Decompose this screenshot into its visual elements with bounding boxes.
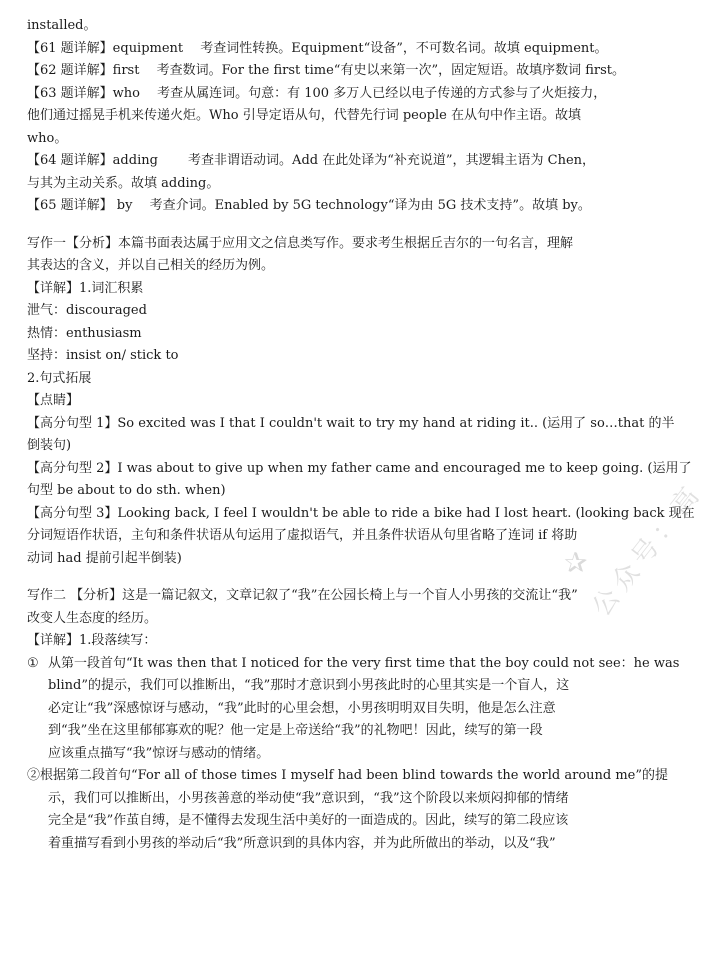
text-line: 【详解】1.段落续写： [27, 633, 157, 648]
text-line: 坚持：insist on/ stick to [27, 348, 179, 363]
text-line: 【高分句型 2】I was about to give up when my father came and encouraged me to keep going. (运用了 [27, 460, 692, 476]
text-line: 写作二 【分析】这是一篇记叙文，文章记叙了“我”在公园长椅上与一个盲人小男孩的交流让“我” [27, 588, 578, 603]
text-line: 倒装句) [27, 438, 72, 453]
text-line: 【详解】1.词汇积累 [27, 280, 144, 296]
item-1-first-line: ① 从第一段首句“It was then that I noticed for the very first time that the boy could not see：he was [27, 653, 669, 676]
text-line: 【点睛】 [27, 393, 80, 408]
text-line: 【高分句型 1】So excited was I that I couldn't wait to try my hand at riding it.. (运用了 so…that 的半 [27, 415, 675, 431]
text-line: 句型 be about to do sth. when) [27, 483, 226, 498]
text-line: 与其为主动关系。故填 adding。 [27, 175, 220, 191]
writing-two-analysis [27, 585, 669, 653]
item-2-first-line: ②根据第二段首句“For all of those times I myself had been blind towards the world around me”的提 [27, 768, 669, 783]
text-line: 【64 题详解】adding 考查非谓语动词。Add 在此处译为“补充说道”，其逻辑主语为 Chen， [27, 153, 596, 168]
text-line: 完全是“我”作茧自缚，是不懂得去发现生活中美好的一面造成的。因此，续写的第二段应该 [48, 813, 569, 828]
text-line: 【高分句型 3】Looking back, I feel I wouldn't be able to ride a bike had I lost heart. (looking back 现在 [27, 505, 695, 521]
text-line: 着重描写看到小男孩的举动后“我”所意识到的具体内容，并为此所做出的举动，以及“我” [48, 835, 556, 851]
text-line: blind”的提示，我们可以推断出，“我”那时才意识到小男孩此时的心里其实是一个盲人，这 [48, 678, 570, 693]
text-line: 应该重点描写“我”惊讶与感动的情绪。 [48, 745, 270, 761]
answer-explanations-61-65 [27, 15, 669, 218]
text-line: 写作一【分析】本篇书面表达属于应用文之信息类写作。要求考生根据丘吉尔的一句名言，理解 [27, 235, 574, 251]
text-line: installed。 [27, 18, 97, 33]
watermark-text: 公众号：高 [586, 477, 709, 623]
text-line: 【63 题详解】who 考查从属连词。句意：有 100 多万人已经以电子传递的方式参与了火炬接力， [27, 85, 607, 101]
text-line: 动词 had 提前引起半倒装) [27, 550, 182, 566]
writing-two-item-2 [27, 765, 669, 855]
item-1-marker: ① [27, 655, 39, 671]
text-line: 泄气：discouraged [27, 303, 147, 318]
watermark-star-icon: ✰ [564, 546, 588, 579]
text-line: 示，我们可以推断出，小男孩善意的举动使“我”意识到，“我”这个阶段以来烦闷抑郁的情绪 [48, 790, 569, 806]
text-line: 其表达的含义，并以自己相关的经历为例。 [27, 258, 275, 273]
text-line: 【62 题详解】first 考查数词。For the first time“有史以来第一次”，固定短语。故填序数词 first。 [27, 63, 626, 78]
text-line: 【61 题详解】equipment 考查词性转换。Equipment“设备”，不可数名词。故填 equipment。 [27, 40, 608, 56]
document-page [27, 15, 695, 855]
text-line: 分词短语作状语，主句和条件状语从句运用了虚拟语气，并且条件状语从句里省略了连词 if 将助 [27, 528, 578, 543]
writing-two-item-1 [27, 653, 680, 766]
text-line: 热情：enthusiasm [27, 325, 142, 341]
text-line: 2.句式拓展 [27, 370, 92, 386]
text-line: 必定让“我”深感惊讶与感动，“我”此时的心里会想，小男孩明明双目失明，他是怎么注意 [48, 700, 556, 716]
text-line: 【65 题详解】 by 考查介词。Enabled by 5G technology“译为由 5G 技术支持”。故填 by。 [27, 198, 591, 213]
text-line: who。 [27, 130, 68, 146]
text-line: 到“我”坐在这里郁郁寡欢的呢？他一定是上帝送给“我”的礼物吧！因此，续写的第一段 [48, 723, 543, 738]
text-line: 他们通过摇晃手机来传递火炬。Who 引导定语从句，代替先行词 people 在从句中作主语。故填 [27, 108, 581, 123]
text-line: 改变人生态度的经历。 [27, 610, 158, 626]
